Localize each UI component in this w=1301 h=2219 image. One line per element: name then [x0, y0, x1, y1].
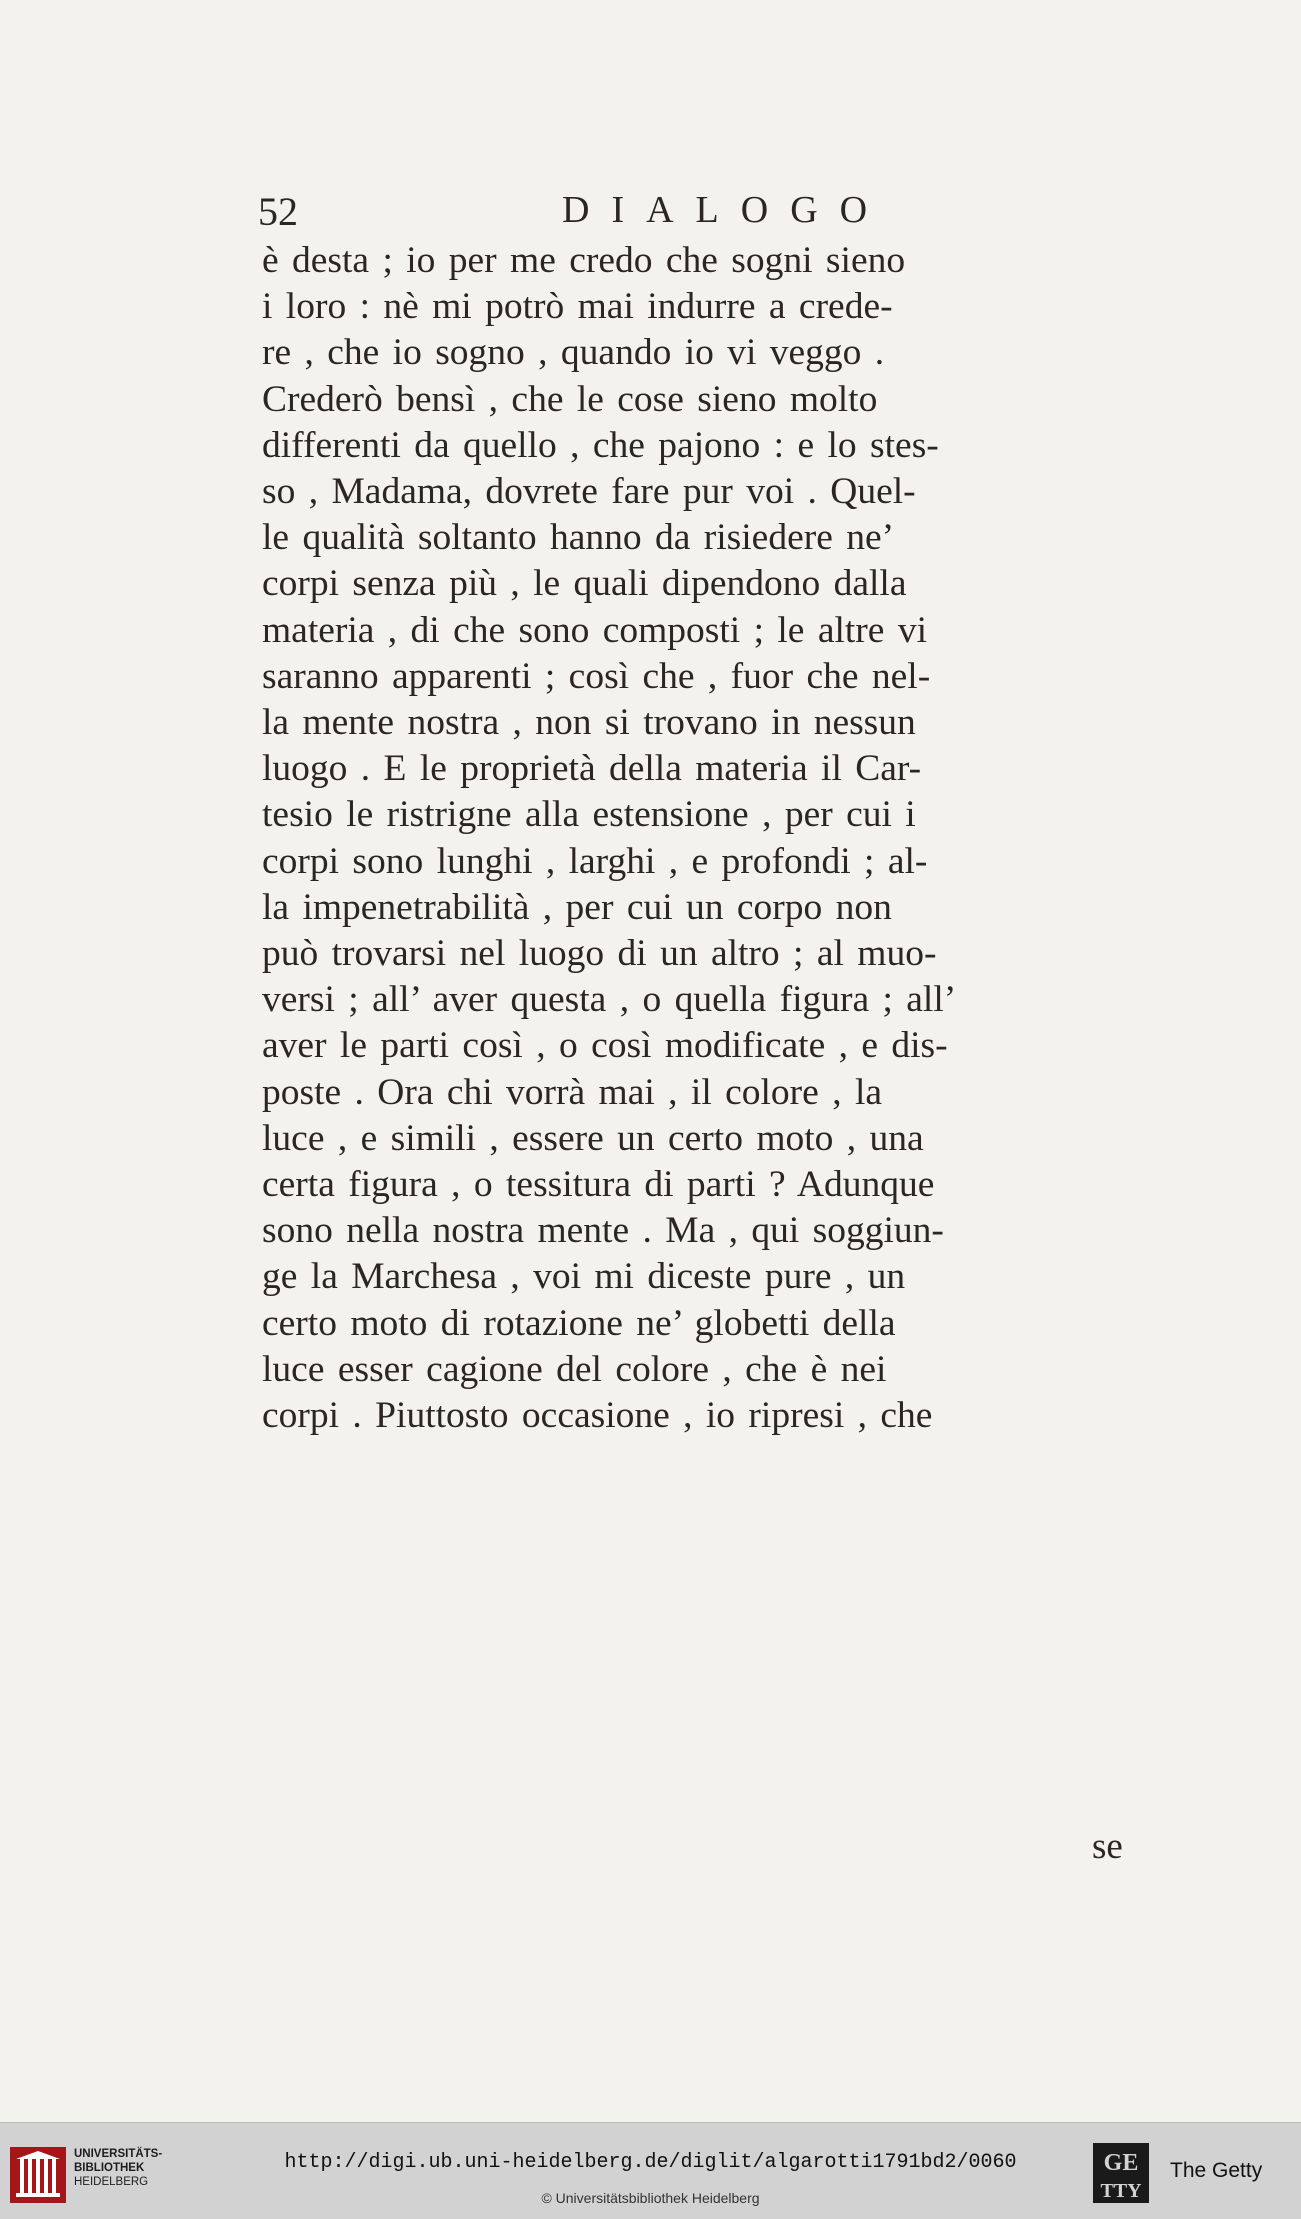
running-head [258, 180, 898, 240]
text-line: può trovarsi nel luogo di un altro ; al muo- [262, 933, 937, 975]
text-line: tesio le ristrigne alla estensione , per cui i [262, 794, 916, 836]
text-line: aver le parti così , o così modificate , e dis- [262, 1025, 948, 1067]
text-line: luce esser cagione del colore , che è nei [262, 1348, 887, 1390]
getty-logo-icon[interactable] [1093, 2143, 1149, 2203]
text-line: certo moto di rotazione ne’ globetti della [262, 1302, 896, 1344]
catchword: se [1092, 1826, 1123, 1867]
text-line: luce , e simili , essere un certo moto , una [262, 1117, 924, 1159]
text-line: ge la Marchesa , voi mi diceste pure , un [262, 1256, 906, 1298]
getty-mark-bottom: TTY [1100, 2180, 1142, 2202]
text-line: so , Madama, dovrete fare pur voi . Quel- [262, 471, 916, 513]
institution-line: HEIDELBERG [74, 2176, 149, 2188]
partner-name: The Getty [1170, 2159, 1263, 2182]
text-line: corpi . Piuttosto occasione , io ripresi , che [262, 1395, 933, 1437]
text-line: corpi sono lunghi , larghi , e profondi ; al- [262, 840, 928, 882]
text-line: Crederò bensì , che le cose sieno molto [262, 378, 878, 420]
page-number: 52 [258, 189, 298, 234]
text-line: certa figura , o tessitura di parti ? Adunque [262, 1164, 935, 1206]
viewer-footer [0, 2122, 1301, 2219]
text-line: differenti da quello , che pajono : e lo stes- [262, 424, 939, 466]
permalink-url[interactable]: http://digi.ub.uni-heidelberg.de/diglit/algarotti1791bd2/0060 [284, 2151, 1017, 2174]
text-line: poste . Ora chi vorrà mai , il colore , la [262, 1071, 883, 1113]
institution-line: UNIVERSITÄTS- [74, 2148, 163, 2160]
text-line: la mente nostra , non si trovano in nessun [262, 702, 916, 744]
getty-mark-top: GE [1103, 2150, 1139, 2176]
text-line: la impenetrabilità , per cui un corpo non [262, 886, 892, 928]
text-line: saranno apparenti ; così che , fuor che nel- [262, 655, 931, 697]
text-line: i loro : nè mi potrò mai indurre a crede- [262, 286, 893, 328]
text-line: materia , di che sono composti ; le altre vi [262, 609, 927, 651]
text-line: è desta ; io per me credo che sogni sieno [262, 240, 906, 281]
copyright-notice: © Universitätsbibliothek Heidelberg [541, 2190, 760, 2206]
institution-line: BIBLIOTHEK [74, 2162, 145, 2174]
text-line: corpi senza più , le quali dipendono dalla [262, 563, 907, 605]
body-text [262, 238, 1182, 1439]
text-line: sono nella nostra mente . Ma , qui soggiun- [262, 1210, 944, 1252]
text-line: re , che io sogno , quando io vi veggo . [262, 332, 885, 374]
running-title: DIALOGO [562, 189, 890, 231]
text-line: le qualità soltanto hanno da risiedere ne’ [262, 517, 895, 559]
text-line: luogo . E le proprietà della materia il Car- [262, 748, 922, 790]
text-line: versi ; all’ aver questa , o quella figura ; all’ [262, 979, 957, 1021]
